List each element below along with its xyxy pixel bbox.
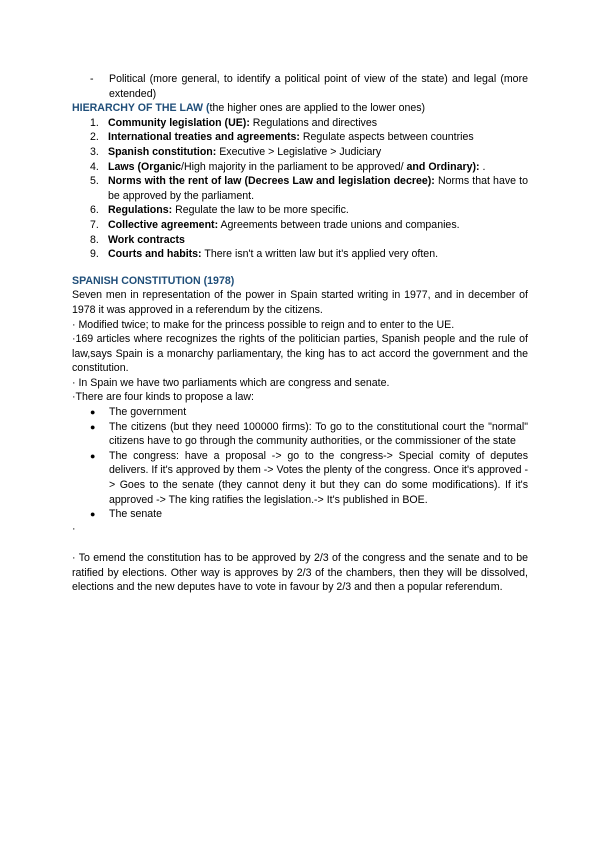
list-number: 4.	[90, 160, 99, 173]
list-number: 7.	[90, 218, 99, 231]
intro-dash-item	[72, 72, 528, 101]
hierarchy-item-description: Agreements between trade unions and companies.	[218, 218, 460, 231]
law-proposal-item-3	[72, 449, 528, 507]
constitution-paragraph-2: · Modified twice; to make for the princess possible to reign and to enter to the UE.	[72, 318, 455, 331]
hierarchy-item-description: Executive > Legislative > Judiciary	[216, 145, 382, 158]
hierarchy-item-term: Community legislation (UE):	[108, 116, 250, 129]
blank-line	[72, 536, 528, 551]
constitution-paragraph-6: · To emend the constitution has to be approved by 2/3 of the congress and the senate and to be ratified by elections. Other way is approves by 2/3 of the chambers, then they will be dissolved, elections and the new deputes have to vote in favour by 2/3 and then a popular referendum.	[72, 552, 528, 594]
hierarchy-item-7	[72, 218, 528, 233]
hierarchy-item-description-2: .	[479, 160, 486, 173]
law-proposal-item-2	[72, 420, 528, 449]
hierarchy-item-term: Collective agreement:	[108, 218, 219, 231]
constitution-paragraph-4: · In Spain we have two parliaments which are congress and senate.	[72, 376, 390, 389]
bullet-icon: ●	[90, 509, 96, 520]
hierarchy-item-description: /High majority in the parliament to be approved/	[181, 160, 404, 173]
hierarchy-item-4	[72, 160, 528, 175]
stray-dot: ·	[72, 522, 76, 535]
list-number: 6.	[90, 204, 99, 217]
law-proposal-text: The senate	[109, 508, 163, 521]
intro-dash-text: Political (more general, to identify a political point of view of the state) and legal (more extended)	[109, 73, 528, 100]
hierarchy-item-term: Laws (Organic	[108, 160, 181, 173]
law-proposal-text: The citizens (but they need 100000 firms): To go to the constitutional court the "normal" citizens have to go through the community authorities, or the commissioner of the state	[109, 420, 528, 448]
constitution-paragraph-3: ·169 articles where recognizes the rights of the politician parties, Spanish people and the rule of law,says Spain is a monarchy parliamentary, the king has to act accord the government and the constitution.	[72, 333, 528, 375]
bullet-icon: ●	[90, 421, 96, 432]
hierarchy-item-term-2: and Ordinary):	[403, 160, 480, 173]
constitution-paragraph-1: Seven men in representation of the power in Spain started writing in 1977, and in december of 1978 it was approved in a referendum by the citizens.	[72, 289, 528, 316]
hierarchy-list	[72, 116, 528, 262]
law-proposal-text: The congress: have a proposal -> go to the congress-> Special comity of deputes delivers. If it's approved by them -> Votes the plenty of the congress. Once it's approved -> Goes to the senate (they cannot deny it but they can do some modifications). If it's approved -> The king ratifies the legislation.-> It's published in BOE.	[109, 449, 528, 506]
hierarchy-item-8	[72, 233, 528, 248]
hierarchy-heading	[72, 101, 528, 116]
hierarchy-item-description: Regulations and directives	[249, 116, 378, 129]
list-number: 1.	[90, 116, 99, 129]
constitution-paragraph-5: ·There are four kinds to propose a law:	[72, 391, 254, 404]
hierarchy-note: the higher ones are applied to the lower ones)	[209, 102, 426, 115]
hierarchy-item-9	[72, 247, 528, 262]
hierarchy-item-term: International treaties and agreements:	[108, 131, 300, 144]
hierarchy-item-term: Norms with the rent of law (Decrees Law and legislation decree):	[108, 175, 435, 188]
law-proposal-item-4	[72, 507, 528, 522]
hierarchy-item-term: Regulations:	[108, 204, 173, 217]
bullet-icon: ●	[90, 450, 96, 461]
law-proposal-item-1	[72, 405, 528, 420]
hierarchy-item-description: Regulate the law to be more specific.	[172, 204, 349, 217]
hierarchy-title: HIERARCHY OF THE LAW (	[72, 102, 210, 115]
law-proposal-list	[72, 405, 528, 522]
law-proposal-text: The government	[109, 406, 187, 419]
list-number: 8.	[90, 233, 99, 246]
list-number: 3.	[90, 145, 99, 158]
hierarchy-item-term: Work contracts	[108, 233, 185, 246]
list-number: 2.	[90, 131, 99, 144]
bullet-icon: ●	[90, 407, 96, 418]
hierarchy-item-description: Regulate aspects between countries	[299, 131, 474, 144]
hierarchy-item-1	[72, 116, 528, 131]
dash-marker: -	[90, 73, 94, 85]
hierarchy-item-5	[72, 174, 528, 203]
constitution-heading: SPANISH CONSTITUTION (1978)	[72, 274, 235, 287]
hierarchy-item-6	[72, 203, 528, 218]
list-number: 5.	[90, 175, 99, 188]
list-number: 9.	[90, 248, 99, 261]
hierarchy-item-description: There isn't a written law but it's applied very often.	[201, 248, 439, 261]
hierarchy-item-2	[72, 130, 528, 145]
hierarchy-item-term: Spanish constitution:	[108, 145, 217, 158]
hierarchy-item-term: Courts and habits:	[108, 248, 202, 261]
hierarchy-item-3	[72, 145, 528, 160]
hierarchy-item-description: Norms that have to be approved by the parliament.	[108, 175, 528, 202]
